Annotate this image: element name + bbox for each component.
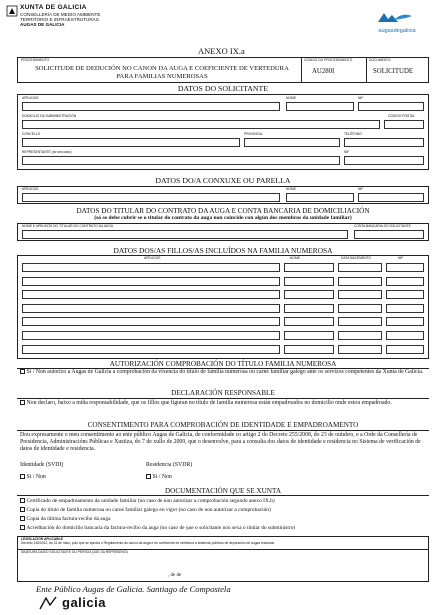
representative-label: REPRESENTANTE (no seu caso)	[22, 150, 72, 154]
applicant-name-label: NOME	[286, 96, 296, 100]
doc-item-1-text: Certificado de empadroamento da unidade familiar (no caso de non autorizar a comprobación segundo anexo IX.b)	[26, 498, 275, 504]
municipality-label: CONCELLO	[22, 132, 41, 136]
contract-box	[17, 223, 429, 241]
procedure-code: AU280I	[312, 68, 335, 75]
identity-yes-checkbox[interactable]	[20, 474, 25, 479]
children-col-nif: NIF	[398, 256, 404, 260]
bank-account-label: CONTA BANCARIA DO SOLICITANTE	[354, 224, 411, 228]
augas-logo	[372, 10, 422, 32]
declaration-text-content: Non declaro, baixo a miña responsabilidade, que os fillos que figuran no título de familia numerosa están empadroados no domicilio onde estou empadroado.	[26, 400, 392, 406]
phone-label: TELÉFONO	[344, 132, 362, 136]
wave-logo-icon	[372, 10, 422, 24]
authorization-text	[20, 369, 426, 376]
representative-field[interactable]	[22, 156, 340, 165]
child-birthdate-field[interactable]	[338, 317, 382, 326]
document-value: SOLICITUDE	[373, 68, 414, 75]
consent-text: Dou expresamente o meu consentimento ao ente público Augas de Galicia, de conformidade co artigo 2 do Decreto 255/2008, do 23 de outubro, e a Orde da Consellería de Presidencia, Administracións Públicas e Xustiza, do 7 de xullo de 2009, que o desenvolve, para a consulta dos datos de identidade e residencia no Sistema de verificación de datos de identidade e residencia.	[20, 432, 421, 453]
supply-address-label: DOMICILIO DA SUBMINISTRACIÓN	[22, 114, 77, 118]
footer-galicia-logo	[38, 595, 106, 611]
procedure-box	[17, 57, 429, 83]
spouse-surnames-field[interactable]	[22, 193, 280, 202]
children-section-title: DATOS DOS/AS FILLOS/AS INCLUÍDOS NA FAMILIA NUMEROSA	[113, 246, 333, 255]
province-label: PROVINCIA	[244, 132, 263, 136]
applicant-nif-field[interactable]	[358, 102, 424, 111]
signature-label: SINATURA DA/DO SOLICITANTE OU PERSOA QUE OA REPRESENTA	[21, 550, 128, 554]
footer-galicia-text: galicia	[62, 595, 106, 610]
child-nif-field[interactable]	[386, 290, 424, 299]
authorization-text-content: Si / Non autorizo a Augas de Galicia a comprobación da vixencia do título de familia numerosa ou carné familiar galego ante os servizos competentes da Xunta de Galicia.	[26, 369, 424, 375]
declaration-checkbox[interactable]	[20, 400, 25, 405]
child-surnames-field[interactable]	[22, 277, 280, 286]
spouse-name-label: NOME	[286, 187, 296, 191]
child-surnames-field[interactable]	[22, 331, 280, 340]
child-surnames-field[interactable]	[22, 345, 280, 354]
footer-entity-text: Ente Público Augas de Galicia. Santiago de Compostela	[36, 584, 231, 594]
doc-item-4	[20, 524, 426, 533]
child-birthdate-field[interactable]	[338, 290, 382, 299]
document-label: DOCUMENTO	[369, 58, 391, 62]
identity-choice-text: Si / Non	[26, 474, 46, 480]
children-box	[17, 255, 429, 359]
identity-choice	[20, 474, 46, 481]
legal-box	[17, 536, 429, 582]
org-name: XUNTA DE GALICIA	[20, 4, 87, 11]
child-name-field[interactable]	[284, 345, 334, 354]
annex-title: ANEXO IX.a	[198, 46, 245, 56]
declaration-section-title: DECLARACIÓN RESPONSABLE	[171, 389, 275, 397]
dept-line-1: CONSELLERÍA DE MEDIO AMBIENTE	[20, 12, 101, 17]
applicant-surnames-field[interactable]	[22, 102, 280, 111]
postcode-label: CÓDIGO POSTAL	[388, 114, 416, 118]
children-col-surnames: APELIDOS	[144, 256, 161, 260]
residence-yes-checkbox[interactable]	[146, 474, 151, 479]
municipality-field[interactable]	[22, 138, 240, 147]
identity-label: Identidade (SVDI)	[20, 462, 64, 468]
doc-item-1	[20, 497, 426, 506]
procedure-label: PROCEDEMENTO	[21, 58, 50, 62]
residence-choice-text: Si / Non	[152, 474, 172, 480]
doc-item-2-text: Copia do título de familia numerosa ou carné familiar galego en vigor (no caso de non autorizar a comprobación)	[26, 507, 271, 513]
child-name-field[interactable]	[284, 277, 334, 286]
applicant-box	[17, 94, 429, 170]
contract-section-subtitle: (só se debe cubrir se o titular do contrato da auga non coincide con algún dos membros da unidade familiar)	[94, 215, 352, 221]
residence-label: Residencia (SVDR)	[146, 462, 193, 468]
applicant-name-field[interactable]	[286, 102, 354, 111]
legal-label: LEXISLACIÓN APLICABLE	[21, 537, 63, 541]
child-name-field[interactable]	[284, 317, 334, 326]
child-name-field[interactable]	[284, 331, 334, 340]
signature-date: , de de	[168, 573, 182, 578]
authorization-section-title: AUTORIZACIÓN COMPROBACIÓN DO TÍTULO FAMILIA NUMEROSA	[109, 360, 337, 368]
children-col-birth: DATA NACEMENTO	[341, 256, 372, 260]
consent-section-title: CONSENTIMENTO PARA COMPROBACIÓN DE IDENTIDADE E EMPADROAMENTO	[87, 421, 359, 429]
contract-section-title: DATOS DO TITULAR DO CONTRATO DA AUGA E CONTA BANCARIA DE DOMICILIACIÓN	[76, 207, 370, 215]
spouse-nif-field[interactable]	[358, 193, 424, 202]
dept-line-2: TERRITORIO E INFRAESTRUTURAS	[20, 17, 99, 22]
spouse-section-title: DATOS DO/A CONXUXE OU PARELLA	[155, 176, 291, 185]
child-nif-field[interactable]	[386, 263, 424, 272]
supply-address-field[interactable]	[22, 120, 380, 129]
representative-nif-label: NIF	[344, 150, 350, 154]
applicant-nif-label: NIF	[358, 96, 364, 100]
child-name-field[interactable]	[284, 263, 334, 272]
child-nif-field[interactable]	[386, 277, 424, 286]
child-surnames-field[interactable]	[22, 304, 280, 313]
child-surnames-field[interactable]	[22, 290, 280, 299]
coat-of-arms-icon	[6, 5, 18, 17]
doc-item-2	[20, 506, 426, 515]
spouse-nif-label: NIF	[358, 187, 364, 191]
child-birthdate-field[interactable]	[338, 277, 382, 286]
doc-item-4-text: Acreditación do domicilio bancaria da factura-recibo da auga (no caso de que o solicitante non sexa o titular do subministro)	[26, 525, 296, 531]
contract-holder-label: NOME E APELIDOS DO TITULAR DO CONTRATO DA AUGA	[22, 224, 114, 228]
doc-item-4-checkbox[interactable]	[20, 525, 25, 530]
doc-item-1-checkbox[interactable]	[20, 498, 25, 503]
child-name-field[interactable]	[284, 290, 334, 299]
children-col-name: NOME	[290, 256, 300, 260]
legal-text: Decreto 136/2012, do 31 de maio, polo que se aproba o Regulamento do canon da auga e do coeficiente de vertedura a sistemas públicos de depuración de augas residuais	[21, 541, 275, 545]
child-nif-field[interactable]	[386, 331, 424, 340]
postcode-field[interactable]	[384, 120, 424, 129]
doc-item-3	[20, 515, 426, 524]
procedure-text: SOLICITUDE DE DEDUCIÓN NO CANON DA AUGA E COEFICIENTE DE VERTEDURA PARA FAMILIAS NUMEROSAS	[35, 65, 289, 80]
bank-account-field[interactable]	[354, 230, 424, 239]
child-name-field[interactable]	[284, 304, 334, 313]
authorization-checkbox[interactable]	[20, 369, 25, 374]
child-birthdate-field[interactable]	[338, 263, 382, 272]
documentation-section-title: DOCUMENTACIÓN QUE SE XUNTA	[164, 487, 282, 495]
doc-item-2-checkbox[interactable]	[20, 507, 25, 512]
representative-nif-field[interactable]	[344, 156, 424, 165]
province-field[interactable]	[244, 138, 340, 147]
augas-logo-text: augasdegalicia	[378, 28, 416, 34]
galicia-emblem-icon	[38, 595, 58, 611]
doc-item-3-checkbox[interactable]	[20, 516, 25, 521]
applicant-section-title: DATOS DO SOLICITANTE	[177, 84, 269, 93]
spouse-surnames-label: APELIDOS	[22, 187, 39, 191]
child-surnames-field[interactable]	[22, 317, 280, 326]
child-nif-field[interactable]	[386, 304, 424, 313]
doc-item-3-text: Copia da última factura-recibo da auga	[26, 516, 111, 522]
xunta-logo	[6, 4, 18, 16]
declaration-text	[20, 400, 426, 407]
contract-holder-field[interactable]	[22, 230, 348, 239]
applicant-surnames-label: APELIDOS	[22, 96, 39, 100]
child-birthdate-field[interactable]	[338, 304, 382, 313]
residence-choice	[146, 474, 172, 481]
child-nif-field[interactable]	[386, 317, 424, 326]
phone-field[interactable]	[344, 138, 424, 147]
spouse-name-field[interactable]	[286, 193, 354, 202]
child-birthdate-field[interactable]	[338, 345, 382, 354]
spouse-box	[17, 186, 429, 204]
child-birthdate-field[interactable]	[338, 331, 382, 340]
dept-line-3: AUGAS DE GALICIA	[20, 22, 65, 27]
child-nif-field[interactable]	[386, 345, 424, 354]
child-surnames-field[interactable]	[22, 263, 280, 272]
procedure-code-label: CÓDIGO DO PROCEDEMENTO	[304, 58, 353, 62]
